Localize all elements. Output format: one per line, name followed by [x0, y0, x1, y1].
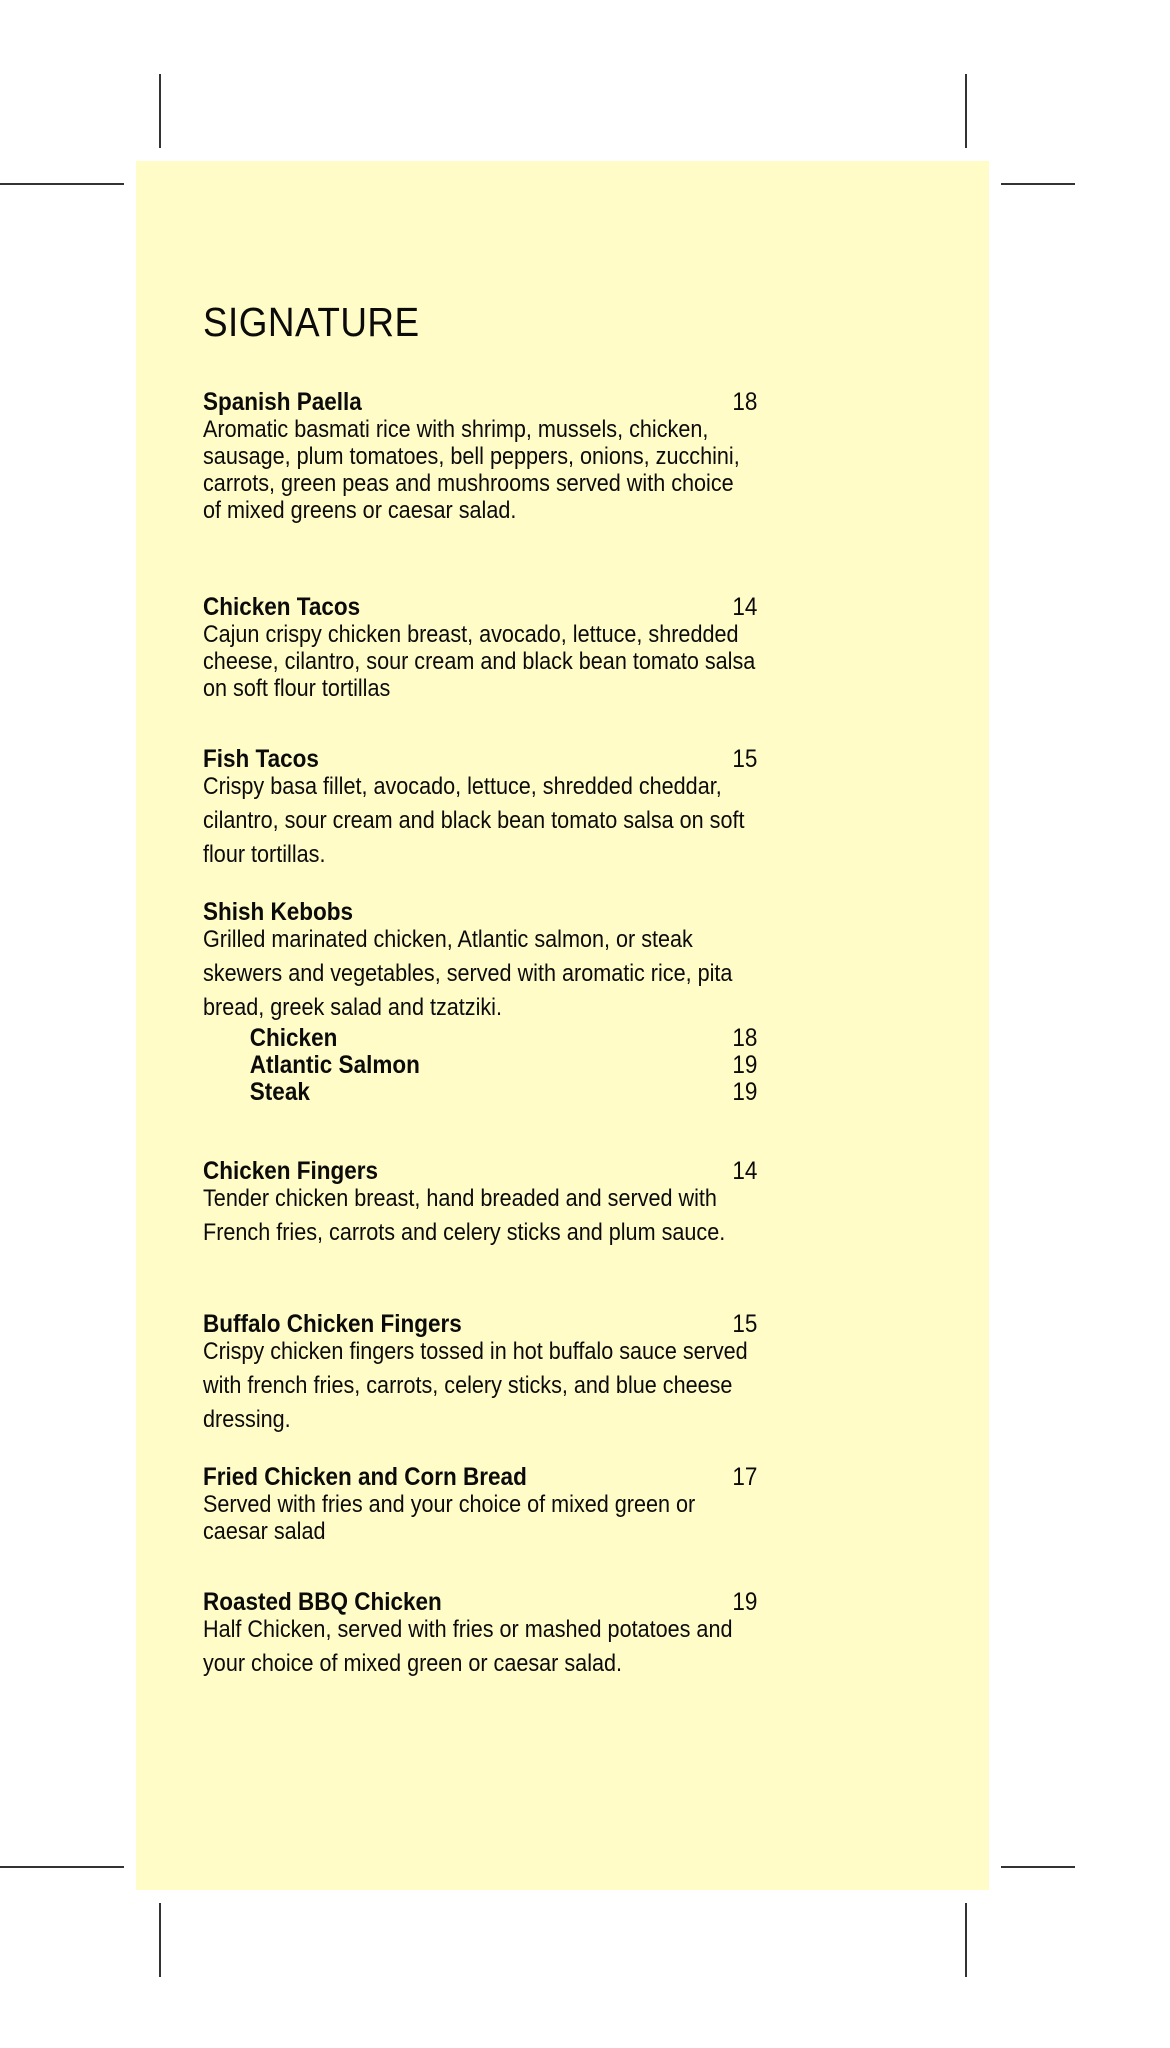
crop-mark-right-top [1001, 183, 1075, 185]
item-variants [203, 1025, 757, 1106]
menu-item-chicken-fingers [203, 1158, 757, 1250]
menu-item-spanish-paella [203, 389, 757, 524]
crop-mark-top-right [965, 74, 967, 148]
item-name: Roasted BBQ Chicken [203, 1588, 442, 1616]
crop-mark-bottom-right [965, 1903, 967, 1977]
item-description: Aromatic basmati rice with shrimp, mussels, chicken, sausage, plum tomatoes, bell peppers, onions, zucchini, carrots, green peas and mushrooms served with choice of mixed greens or caesar salad. [203, 416, 740, 524]
variant-name: Chicken [249, 1024, 338, 1052]
section-title: SIGNATURE [203, 299, 420, 345]
item-price: 17 [732, 1463, 758, 1491]
item-price: 18 [732, 388, 758, 416]
item-name: Fish Tacos [203, 745, 319, 773]
crop-mark-left-top [0, 183, 124, 185]
menu-item-fish-tacos [203, 746, 757, 872]
variant-name: Steak [249, 1078, 310, 1106]
menu-item-fried-chicken-corn-bread [203, 1464, 757, 1545]
menu-item-roasted-bbq-chicken [203, 1589, 757, 1681]
menu-page [136, 161, 989, 1890]
item-price: 15 [732, 745, 758, 773]
menu-item-chicken-tacos [203, 594, 757, 702]
variant-row [203, 1025, 757, 1052]
variant-name: Atlantic Salmon [249, 1051, 420, 1079]
item-price: 14 [732, 593, 758, 621]
item-price: 19 [732, 1588, 758, 1616]
variant-row [203, 1079, 757, 1106]
crop-mark-bottom-left [159, 1903, 161, 1977]
variant-row [203, 1052, 757, 1079]
crop-mark-left-bottom [0, 1866, 124, 1868]
crop-mark-right-bottom [1001, 1866, 1075, 1868]
variant-price: 18 [732, 1024, 758, 1052]
item-name: Chicken Tacos [203, 593, 361, 621]
crop-mark-top-left [159, 74, 161, 148]
item-description: Half Chicken, served with fries or mashed potatoes and your choice of mixed green or caesar salad. [203, 1616, 733, 1677]
item-description: Crispy basa fillet, avocado, lettuce, shredded cheddar, cilantro, sour cream and black bean tomato salsa on soft flour tortillas. [203, 773, 745, 868]
item-price: 14 [732, 1157, 758, 1185]
variant-price: 19 [732, 1078, 758, 1106]
item-name: Buffalo Chicken Fingers [203, 1310, 462, 1338]
item-name: Chicken Fingers [203, 1157, 379, 1185]
item-description: Tender chicken breast, hand breaded and served with French fries, carrots and celery sticks and plum sauce. [203, 1185, 726, 1246]
item-name: Shish Kebobs [203, 898, 354, 926]
variant-price: 19 [732, 1051, 758, 1079]
item-price: 15 [732, 1310, 758, 1338]
item-description: Cajun crispy chicken breast, avocado, lettuce, shredded cheese, cilantro, sour cream and black bean tomato salsa on soft flour tortillas [203, 621, 756, 702]
item-description: Served with fries and your choice of mixed green or caesar salad [203, 1491, 696, 1545]
item-name: Spanish Paella [203, 388, 362, 416]
item-description: Grilled marinated chicken, Atlantic salmon, or steak skewers and vegetables, served with aromatic rice, pita bread, greek salad and tzatziki. [203, 926, 733, 1021]
item-name: Fried Chicken and Corn Bread [203, 1463, 527, 1491]
item-description: Crispy chicken fingers tossed in hot buffalo sauce served with french fries, carrots, celery sticks, and blue cheese dressing. [203, 1338, 748, 1433]
menu-item-shish-kebobs [203, 899, 757, 1106]
menu-item-buffalo-chicken-fingers [203, 1311, 757, 1437]
